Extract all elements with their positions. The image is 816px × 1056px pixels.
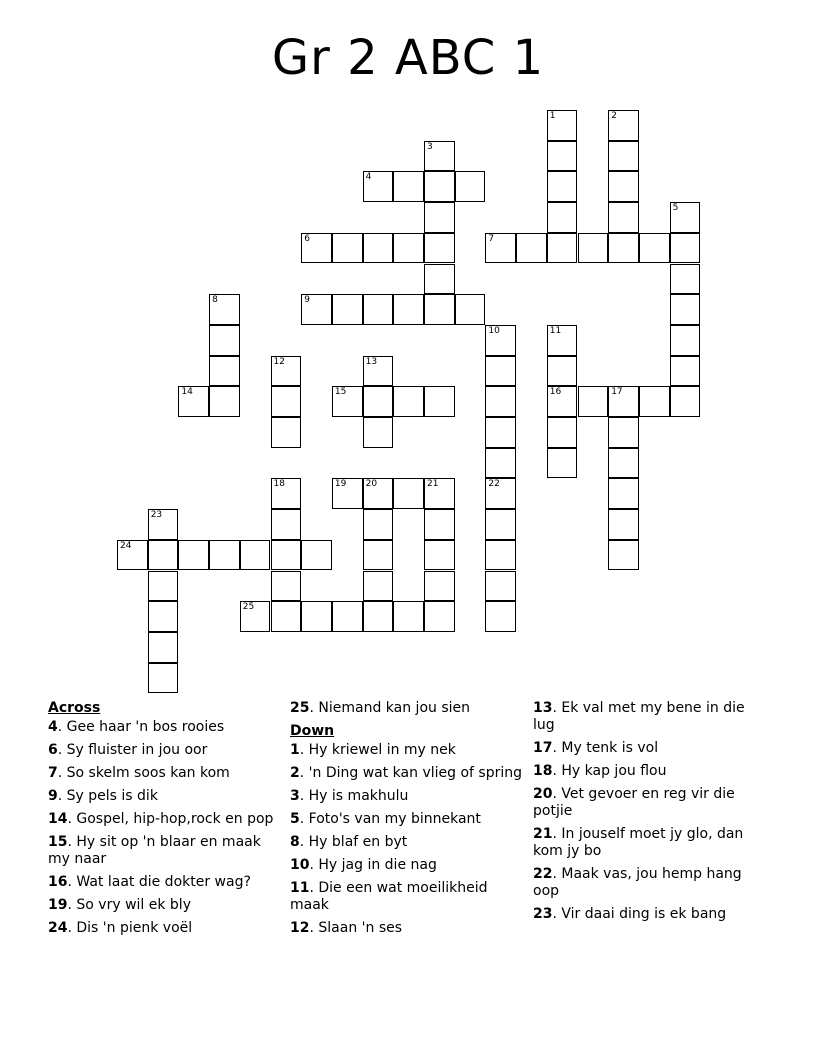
grid-cell[interactable]: [240, 540, 271, 571]
grid-cell[interactable]: [485, 478, 516, 509]
grid-cell[interactable]: [424, 202, 455, 233]
cell-number: 10: [488, 325, 500, 336]
grid-cell[interactable]: [670, 356, 701, 387]
grid-cell[interactable]: [424, 386, 455, 417]
grid-cell[interactable]: [363, 571, 394, 602]
grid-cell[interactable]: [670, 325, 701, 356]
grid-cell[interactable]: [608, 540, 639, 571]
cell-number: 2: [611, 111, 617, 121]
grid-cell[interactable]: [332, 233, 363, 264]
grid-cell[interactable]: [424, 171, 455, 202]
cell-number: 8: [212, 295, 218, 306]
grid-cell[interactable]: [332, 294, 363, 325]
grid-cell[interactable]: [271, 540, 302, 571]
grid-cell[interactable]: [608, 417, 639, 448]
clue-down-10: 10. Hy jag in die nag: [290, 857, 437, 873]
cell-number: 18: [273, 479, 285, 490]
grid-cell[interactable]: [393, 386, 424, 417]
clue-down-22: 22. Maak vas, jou hemp hang oop: [533, 866, 742, 899]
clue-across-15: 15. Hy sit op 'n blaar en maak my naar: [48, 834, 261, 867]
grid-cell[interactable]: [424, 478, 455, 509]
cell-number: 19: [334, 479, 347, 490]
grid-cell[interactable]: [424, 509, 455, 540]
grid-cell[interactable]: [485, 448, 516, 479]
grid-cell[interactable]: [271, 417, 302, 448]
grid-cell[interactable]: [547, 448, 578, 479]
grid-cell[interactable]: [363, 540, 394, 571]
clue-down-5: 5. Foto's van my binnekant: [290, 811, 481, 827]
grid-cell[interactable]: [363, 386, 394, 417]
grid-cell[interactable]: [424, 233, 455, 264]
grid-cell[interactable]: [670, 202, 701, 233]
grid-cell[interactable]: [485, 233, 516, 264]
grid-cell[interactable]: [485, 601, 516, 632]
grid-cell[interactable]: [209, 356, 240, 387]
clue-down-3: 3. Hy is makhulu: [290, 788, 409, 804]
grid-cell[interactable]: [670, 264, 701, 295]
grid-cell[interactable]: [424, 601, 455, 632]
grid-cell[interactable]: [393, 478, 424, 509]
clue-across-24: 24. Dis 'n pienk voël: [48, 920, 193, 936]
cell-number: 12: [273, 356, 285, 367]
grid-cell[interactable]: [363, 171, 394, 202]
grid-cell[interactable]: [393, 233, 424, 264]
cell-number: 16: [549, 387, 562, 398]
clue-down-2: 2. 'n Ding wat kan vlieg of spring: [290, 765, 522, 781]
across-header: Across: [48, 700, 101, 716]
clue-down-11: 11. Die een wat moeilikheid maak: [290, 880, 488, 913]
grid-cell[interactable]: [209, 294, 240, 325]
grid-cell[interactable]: [178, 386, 209, 417]
cell-number: 9: [304, 295, 310, 306]
grid-cell[interactable]: [485, 417, 516, 448]
grid-cell[interactable]: [393, 171, 424, 202]
grid-cell[interactable]: [608, 386, 639, 417]
grid-cell[interactable]: [424, 294, 455, 325]
grid-cell[interactable]: [363, 356, 394, 387]
clue-across-6: 6. Sy fluister in jou oor: [48, 742, 208, 758]
cell-number: 23: [150, 510, 163, 521]
grid-cell[interactable]: [547, 325, 578, 356]
clue-down-20: 20. Vet gevoer en reg vir die potjie: [533, 786, 735, 819]
grid-cell[interactable]: [608, 202, 639, 233]
grid-cell[interactable]: [547, 417, 578, 448]
grid-cell[interactable]: [332, 601, 363, 632]
grid-cell[interactable]: [485, 571, 516, 602]
grid-cell[interactable]: [332, 478, 363, 509]
grid-cell[interactable]: [639, 233, 670, 264]
grid-cell[interactable]: [363, 417, 394, 448]
grid-cell[interactable]: [148, 663, 179, 694]
clue-down-1: 1. Hy kriewel in my nek: [290, 742, 456, 758]
cell-number: 4: [365, 172, 372, 183]
cell-number: 22: [488, 479, 500, 490]
grid-cell[interactable]: [363, 601, 394, 632]
grid-cell[interactable]: [547, 356, 578, 387]
cell-number: 1: [549, 111, 556, 121]
cell-number: 25: [242, 602, 255, 613]
clue-down-13: 13. Ek val met my bene in die lug: [533, 700, 745, 733]
clues-column-3: [533, 700, 765, 929]
grid-cell[interactable]: [608, 110, 639, 141]
cell-number: 13: [365, 356, 378, 367]
grid-cell[interactable]: [363, 233, 394, 264]
grid-cell[interactable]: [148, 540, 179, 571]
grid-cell[interactable]: [148, 601, 179, 632]
grid-cell[interactable]: [424, 264, 455, 295]
cell-number: 6: [304, 233, 310, 244]
grid-cell[interactable]: [578, 386, 609, 417]
grid-cell[interactable]: [455, 171, 486, 202]
grid-cell[interactable]: [209, 386, 240, 417]
clue-down-12: 12. Slaan 'n ses: [290, 920, 403, 936]
grid-cell[interactable]: [301, 540, 332, 571]
grid-cell[interactable]: [148, 632, 179, 663]
clue-across-9: 9. Sy pels is dik: [48, 788, 158, 804]
grid-cell[interactable]: [485, 356, 516, 387]
grid-cell[interactable]: [271, 509, 302, 540]
grid-cell[interactable]: [608, 478, 639, 509]
grid-cell[interactable]: [639, 386, 670, 417]
grid-cell[interactable]: [178, 540, 209, 571]
grid-cell[interactable]: [455, 294, 486, 325]
grid-cell[interactable]: [271, 356, 302, 387]
cell-number: 17: [611, 387, 623, 398]
cell-number: 14: [181, 387, 193, 398]
cell-number: 15: [334, 387, 347, 398]
grid-cell[interactable]: [608, 233, 639, 264]
grid-cell[interactable]: [485, 540, 516, 571]
grid-cell[interactable]: [271, 571, 302, 602]
grid-cell[interactable]: [547, 141, 578, 172]
grid-cell[interactable]: [271, 478, 302, 509]
grid-cell[interactable]: [485, 509, 516, 540]
cell-number: 7: [488, 233, 495, 244]
grid-cell[interactable]: [393, 601, 424, 632]
grid-cell[interactable]: [424, 141, 455, 172]
grid-cell[interactable]: [547, 171, 578, 202]
clues-column-1: [48, 700, 280, 943]
grid-cell[interactable]: [332, 386, 363, 417]
grid-cell[interactable]: [670, 233, 701, 264]
grid-cell[interactable]: [547, 386, 578, 417]
grid-cell[interactable]: [363, 294, 394, 325]
grid-cell[interactable]: [148, 571, 179, 602]
grid-cell[interactable]: [240, 601, 271, 632]
grid-cell[interactable]: [608, 141, 639, 172]
grid-cell[interactable]: [301, 294, 332, 325]
grid-cell[interactable]: [608, 509, 639, 540]
cell-number: 21: [427, 479, 439, 490]
grid-cell[interactable]: [485, 386, 516, 417]
clues-column-2: [290, 700, 522, 943]
grid-cell[interactable]: [271, 601, 302, 632]
grid-cell[interactable]: [363, 509, 394, 540]
clue-across-7: 7. So skelm soos kan kom: [48, 765, 230, 781]
grid-cell[interactable]: [209, 325, 240, 356]
clue-down-23: 23. Vir daai ding is ek bang: [533, 906, 727, 922]
grid-cell[interactable]: [485, 325, 516, 356]
clue-down-21: 21. In jouself moet jy glo, dan kom jy bo: [533, 826, 744, 859]
grid-cell[interactable]: [393, 294, 424, 325]
grid-cell[interactable]: [301, 601, 332, 632]
cell-number: 3: [427, 141, 433, 152]
clue-down-8: 8. Hy blaf en byt: [290, 834, 408, 850]
grid-cell[interactable]: [578, 233, 609, 264]
grid-cell[interactable]: [424, 571, 455, 602]
grid-cell[interactable]: [547, 110, 578, 141]
clue-across-14: 14. Gospel, hip-hop,rock en pop: [48, 811, 274, 827]
grid-cell[interactable]: [516, 233, 547, 264]
grid-cell[interactable]: [608, 448, 639, 479]
grid-cell[interactable]: [670, 294, 701, 325]
grid-cell[interactable]: [209, 540, 240, 571]
clue-down-18: 18. Hy kap jou flou: [533, 763, 667, 779]
down-header: Down: [290, 723, 335, 739]
grid-cell[interactable]: [301, 233, 332, 264]
puzzle-title: Gr 2 ABC 1: [271, 30, 545, 86]
cell-number: 5: [672, 203, 679, 214]
grid-cell[interactable]: [271, 386, 302, 417]
grid-cell[interactable]: [547, 233, 578, 264]
cell-number: 20: [365, 479, 378, 490]
clue-across-16: 16. Wat laat die dokter wag?: [48, 874, 251, 890]
grid-cell[interactable]: [670, 386, 701, 417]
clue-across-19: 19. So vry wil ek bly: [48, 897, 191, 913]
cell-number: 24: [120, 540, 132, 551]
grid-cell[interactable]: [148, 509, 179, 540]
clue-across-4: 4. Gee haar 'n bos rooies: [48, 719, 225, 735]
clue-across-25: 25. Niemand kan jou sien: [290, 700, 471, 716]
grid-cell[interactable]: [363, 478, 394, 509]
grid-cell[interactable]: [608, 171, 639, 202]
grid-cell[interactable]: [424, 540, 455, 571]
grid-cell[interactable]: [117, 540, 148, 571]
cell-number: 11: [549, 325, 562, 336]
grid-cell[interactable]: [547, 202, 578, 233]
clue-down-17: 17. My tenk is vol: [533, 740, 659, 756]
